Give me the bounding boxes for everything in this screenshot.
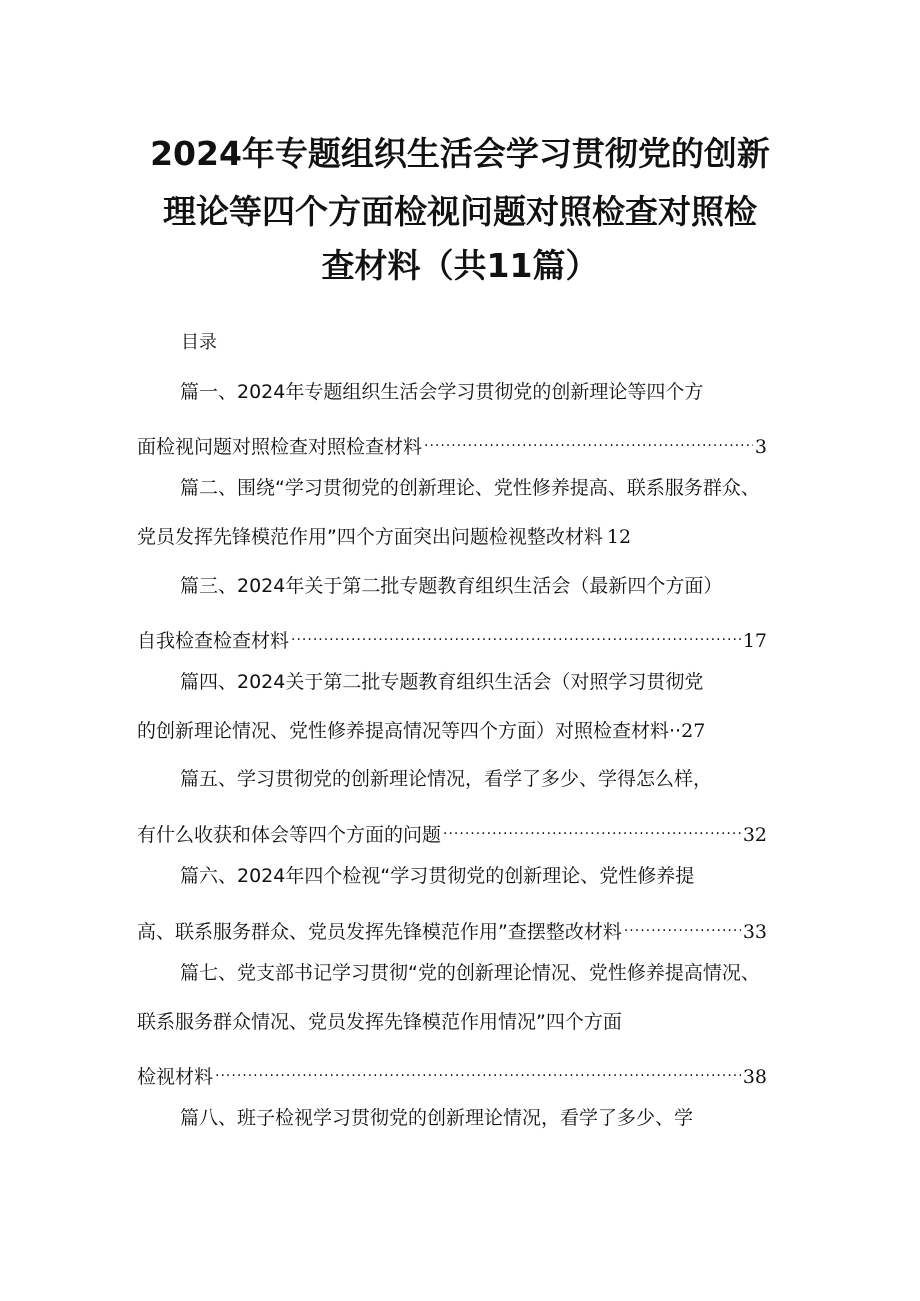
dot-leader <box>443 815 741 841</box>
toc-entry-4-text: 的创新理论情况、党性修养提高情况等四个方面）对照检查材料 <box>137 720 670 742</box>
toc-entry-5-page: 32 <box>742 824 767 846</box>
toc-entry-1-text: 面检视问题对照检查对照检查材料 <box>137 436 423 458</box>
toc-entry-8-line-1[interactable]: 篇八、班子检视学习贯彻党的创新理论情况，看学了多少、学 <box>180 1107 694 1129</box>
document-title-line-3: 查材料（共11篇） <box>321 246 599 285</box>
toc-entry-4-page: 27 <box>681 720 706 742</box>
toc-entry-6-line-1[interactable]: 篇六、2024年四个检视“学习贯彻党的创新理论、党性修养提 <box>180 865 695 887</box>
dot-leader <box>624 912 741 938</box>
toc-entry-1-line-2[interactable] <box>137 427 767 460</box>
toc-entry-2-line-2[interactable] <box>137 524 631 550</box>
toc-entry-3-line-2[interactable] <box>137 621 767 654</box>
toc-entry-7-line-1[interactable]: 篇七、党支部书记学习贯彻“党的创新理论情况、党性修养提高情况、 <box>180 962 760 984</box>
dot-leader <box>215 1057 741 1083</box>
toc-entry-2-line-1[interactable]: 篇二、围绕“学习贯彻党的创新理论、党性修养提高、联系服务群众、 <box>180 477 760 499</box>
document-title-line-2: 理论等四个方面检视问题对照检查对照检 <box>163 192 757 231</box>
toc-entry-3-line-1[interactable]: 篇三、2024年关于第二批专题教育组织生活会（最新四个方面） <box>180 575 723 597</box>
toc-entry-3-text: 自我检查检查材料 <box>137 630 290 652</box>
toc-entry-1-page: 3 <box>754 436 767 458</box>
toc-entry-7-page: 38 <box>742 1066 767 1088</box>
toc-entry-2-page: 12 <box>606 526 632 548</box>
toc-label: 目录 <box>181 332 217 353</box>
toc-entry-5-line-2[interactable] <box>137 815 767 848</box>
toc-entry-4-line-2[interactable] <box>137 718 705 744</box>
toc-entry-5-line-1[interactable]: 篇五、学习贯彻党的创新理论情况，看学了多少、学得怎么样， <box>180 768 713 790</box>
toc-entry-6-page: 33 <box>742 921 767 943</box>
toc-entry-7-text: 检视材料 <box>137 1066 214 1088</box>
dot-leader <box>424 427 753 453</box>
toc-entry-4-line-1[interactable]: 篇四、2024关于第二批专题教育组织生活会（对照学习贯彻党 <box>180 671 704 693</box>
toc-entry-7-line-2[interactable]: 联系服务群众情况、党员发挥先锋模范作用情况”四个方面 <box>137 1011 622 1033</box>
toc-entry-5-text: 有什么收获和体会等四个方面的问题 <box>137 824 442 846</box>
toc-entry-3-page: 17 <box>742 630 767 652</box>
toc-entry-7-line-3[interactable] <box>137 1057 767 1090</box>
toc-entry-4-leader: ·· <box>669 720 682 742</box>
toc-entry-6-line-2[interactable] <box>137 912 767 945</box>
toc-entry-6-text: 高、联系服务群众、党员发挥先锋模范作用”查摆整改材料 <box>137 921 622 943</box>
dot-leader <box>291 621 741 647</box>
document-title-line-1: 2024年专题组织生活会学习贯彻党的创新 <box>150 134 770 173</box>
toc-entry-2-text: 党员发挥先锋模范作用”四个方面突出问题检视整改材料 <box>137 526 603 548</box>
toc-entry-1-line-1[interactable]: 篇一、2024年专题组织生活会学习贯彻党的创新理论等四个方 <box>180 381 704 403</box>
